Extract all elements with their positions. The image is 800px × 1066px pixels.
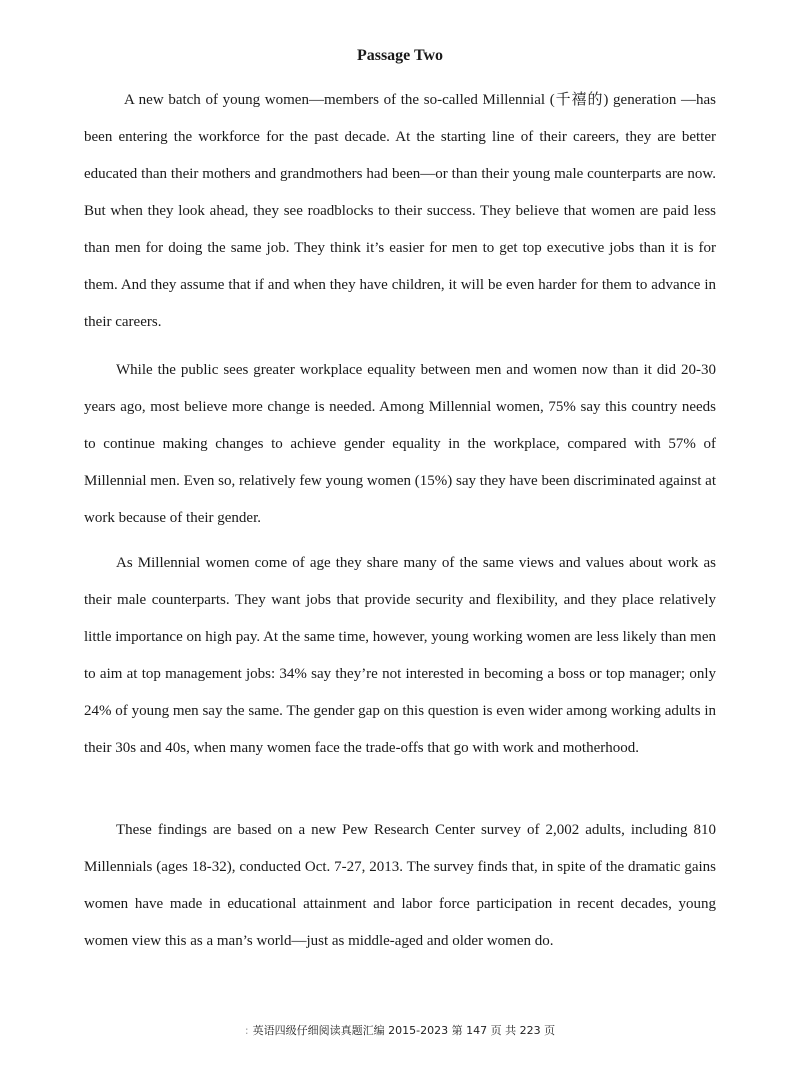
paragraph-2: While the public sees greater workplace equality between men and women now than it did 20-30 years ago, most believe more change is needed. Among Millennial women, 75% say this country needs to continue making changes to achieve gender equality in the workplace, compared with 57% of Millennial men. Even so, relatively few young women (15%) say they have been discriminated against at work because of their gender. xyxy=(84,362,716,526)
paragraph-3: As Millennial women come of age they share many of the same views and values about work as their male counterparts. They want jobs that provide security and flexibility, and they place relatively little importance on high pay. At the same time, however, young working women are less likely than men to aim at top management jobs: 34% say they’re not interested in becoming a boss or top manager; only 24% of young men say the same. The gender gap on this question is even wider among working adults in their 30s and 40s, when many women face the trade-offs that go with work and motherhood. xyxy=(84,555,716,756)
footer-text: 英语四级仔细阅读真题汇编 2015-2023 第 147 页 共 223 页 xyxy=(252,1024,556,1037)
page-footer xyxy=(0,1023,800,1039)
footer-mark: : xyxy=(244,1024,249,1037)
page-title: Passage Two xyxy=(356,47,444,64)
paragraph-1: A new batch of young women—members of the so-called Millennial (千禧的) generation —has been entering the workforce for the past decade. At the starting line of their careers, they are better educated than their mothers and grandmothers had been—or than their young male counterparts are now. But when they look ahead, they see roadblocks to their success. They believe that women are paid less than men for doing the same job. They think it’s easier for men to get top executive jobs than it is for them. And they assume that if and when they have children, it will be even harder for them to advance in their careers. xyxy=(84,92,716,330)
paragraph-4: These findings are based on a new Pew Research Center survey of 2,002 adults, including 810 Millennials (ages 18-32), conducted Oct. 7-27, 2013. The survey finds that, in spite of the dramatic gains women have made in educational attainment and labor force participation in recent decades, young women view this as a man’s world—just as middle-aged and older women do. xyxy=(84,822,716,949)
